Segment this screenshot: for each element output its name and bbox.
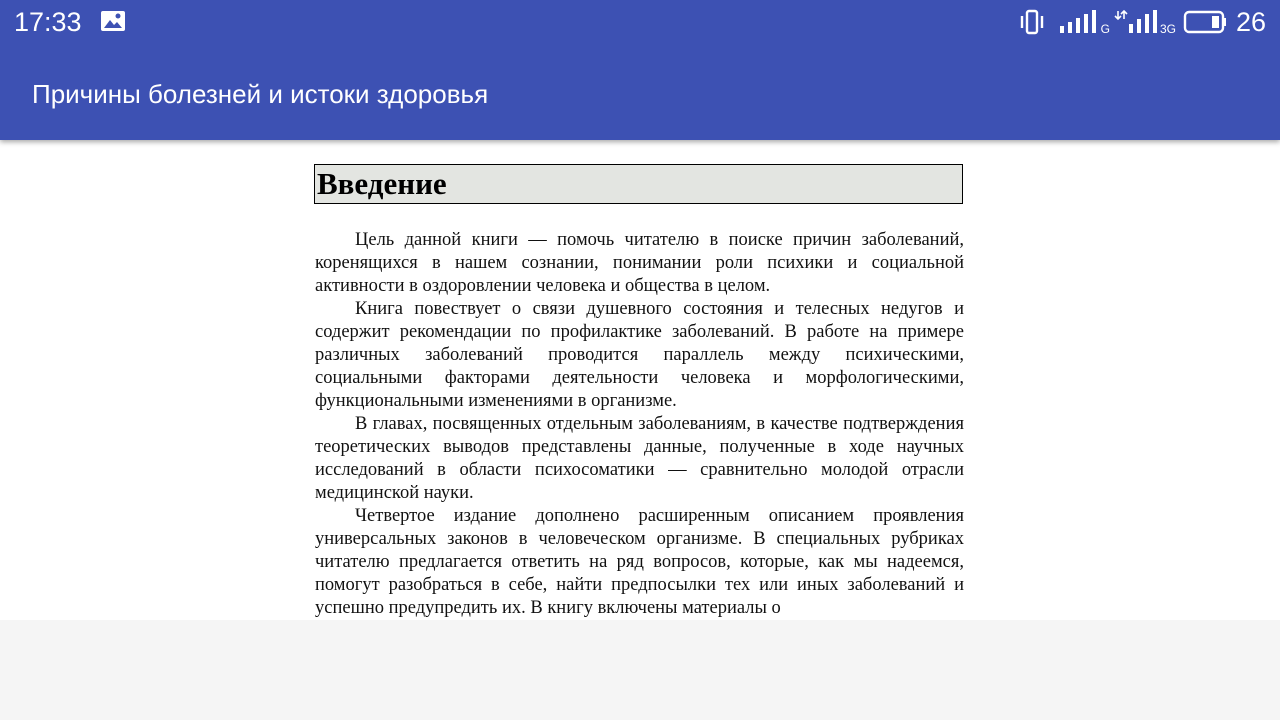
empty-viewer-area [0,620,1280,720]
network-type-label-2: 3G [1159,22,1176,36]
paragraph: Цель данной книги — помочь читателю в поиске причин заболеваний, коренящихся в нашем сознании, понимании роли психики и социальной активности в оздоровлении человека и общества в целом. [315,230,964,296]
document-body [315,229,964,620]
network-type-label: G [1100,22,1110,36]
paragraph: Четвертое издание дополнено расширенным описанием проявления универсальных законов в человеческом организме. В специальных рубриках читателю предлагается ответить на ряд вопросов, которые, как мы надеемся, помогут разобраться в себе, найти предпосылки тех или иных заболеваний и успешно предупредить их. В книгу включены материалы о [315,506,964,618]
gallery-notification-icon [100,10,126,32]
vibrate-icon [1019,9,1045,35]
document-page[interactable] [0,140,1280,620]
signal-strength-icon [1059,9,1101,35]
status-bar [0,0,1280,44]
toolbar-title: Причины болезней и истоки здоровья [32,79,489,109]
battery-level: 26 [1235,7,1266,37]
status-time: 17:33 [14,7,82,37]
paragraph: Книга повествует о связи душевного состояния и телесных недугов и содержит рекомендации по профилактике заболеваний. В работе на примере различных заболеваний проводится параллель между психическими, социальными факторами деятельности человека и морфологическими, функциональными изменениями в организме. [315,299,964,411]
data-transfer-icon [1114,9,1128,35]
document-heading: Введение [314,164,963,204]
battery-icon [1182,9,1228,35]
app-bar [0,0,1280,140]
signal-strength-icon-2 [1128,9,1160,35]
status-icons [1019,6,1266,38]
paragraph: В главах, посвященных отдельным заболеваниям, в качестве подтверждения теоретических выводов представлены данные, полученные в ходе научных исследований в области психосоматики — сравнительно молодой отрасли медицинской науки. [315,414,964,503]
